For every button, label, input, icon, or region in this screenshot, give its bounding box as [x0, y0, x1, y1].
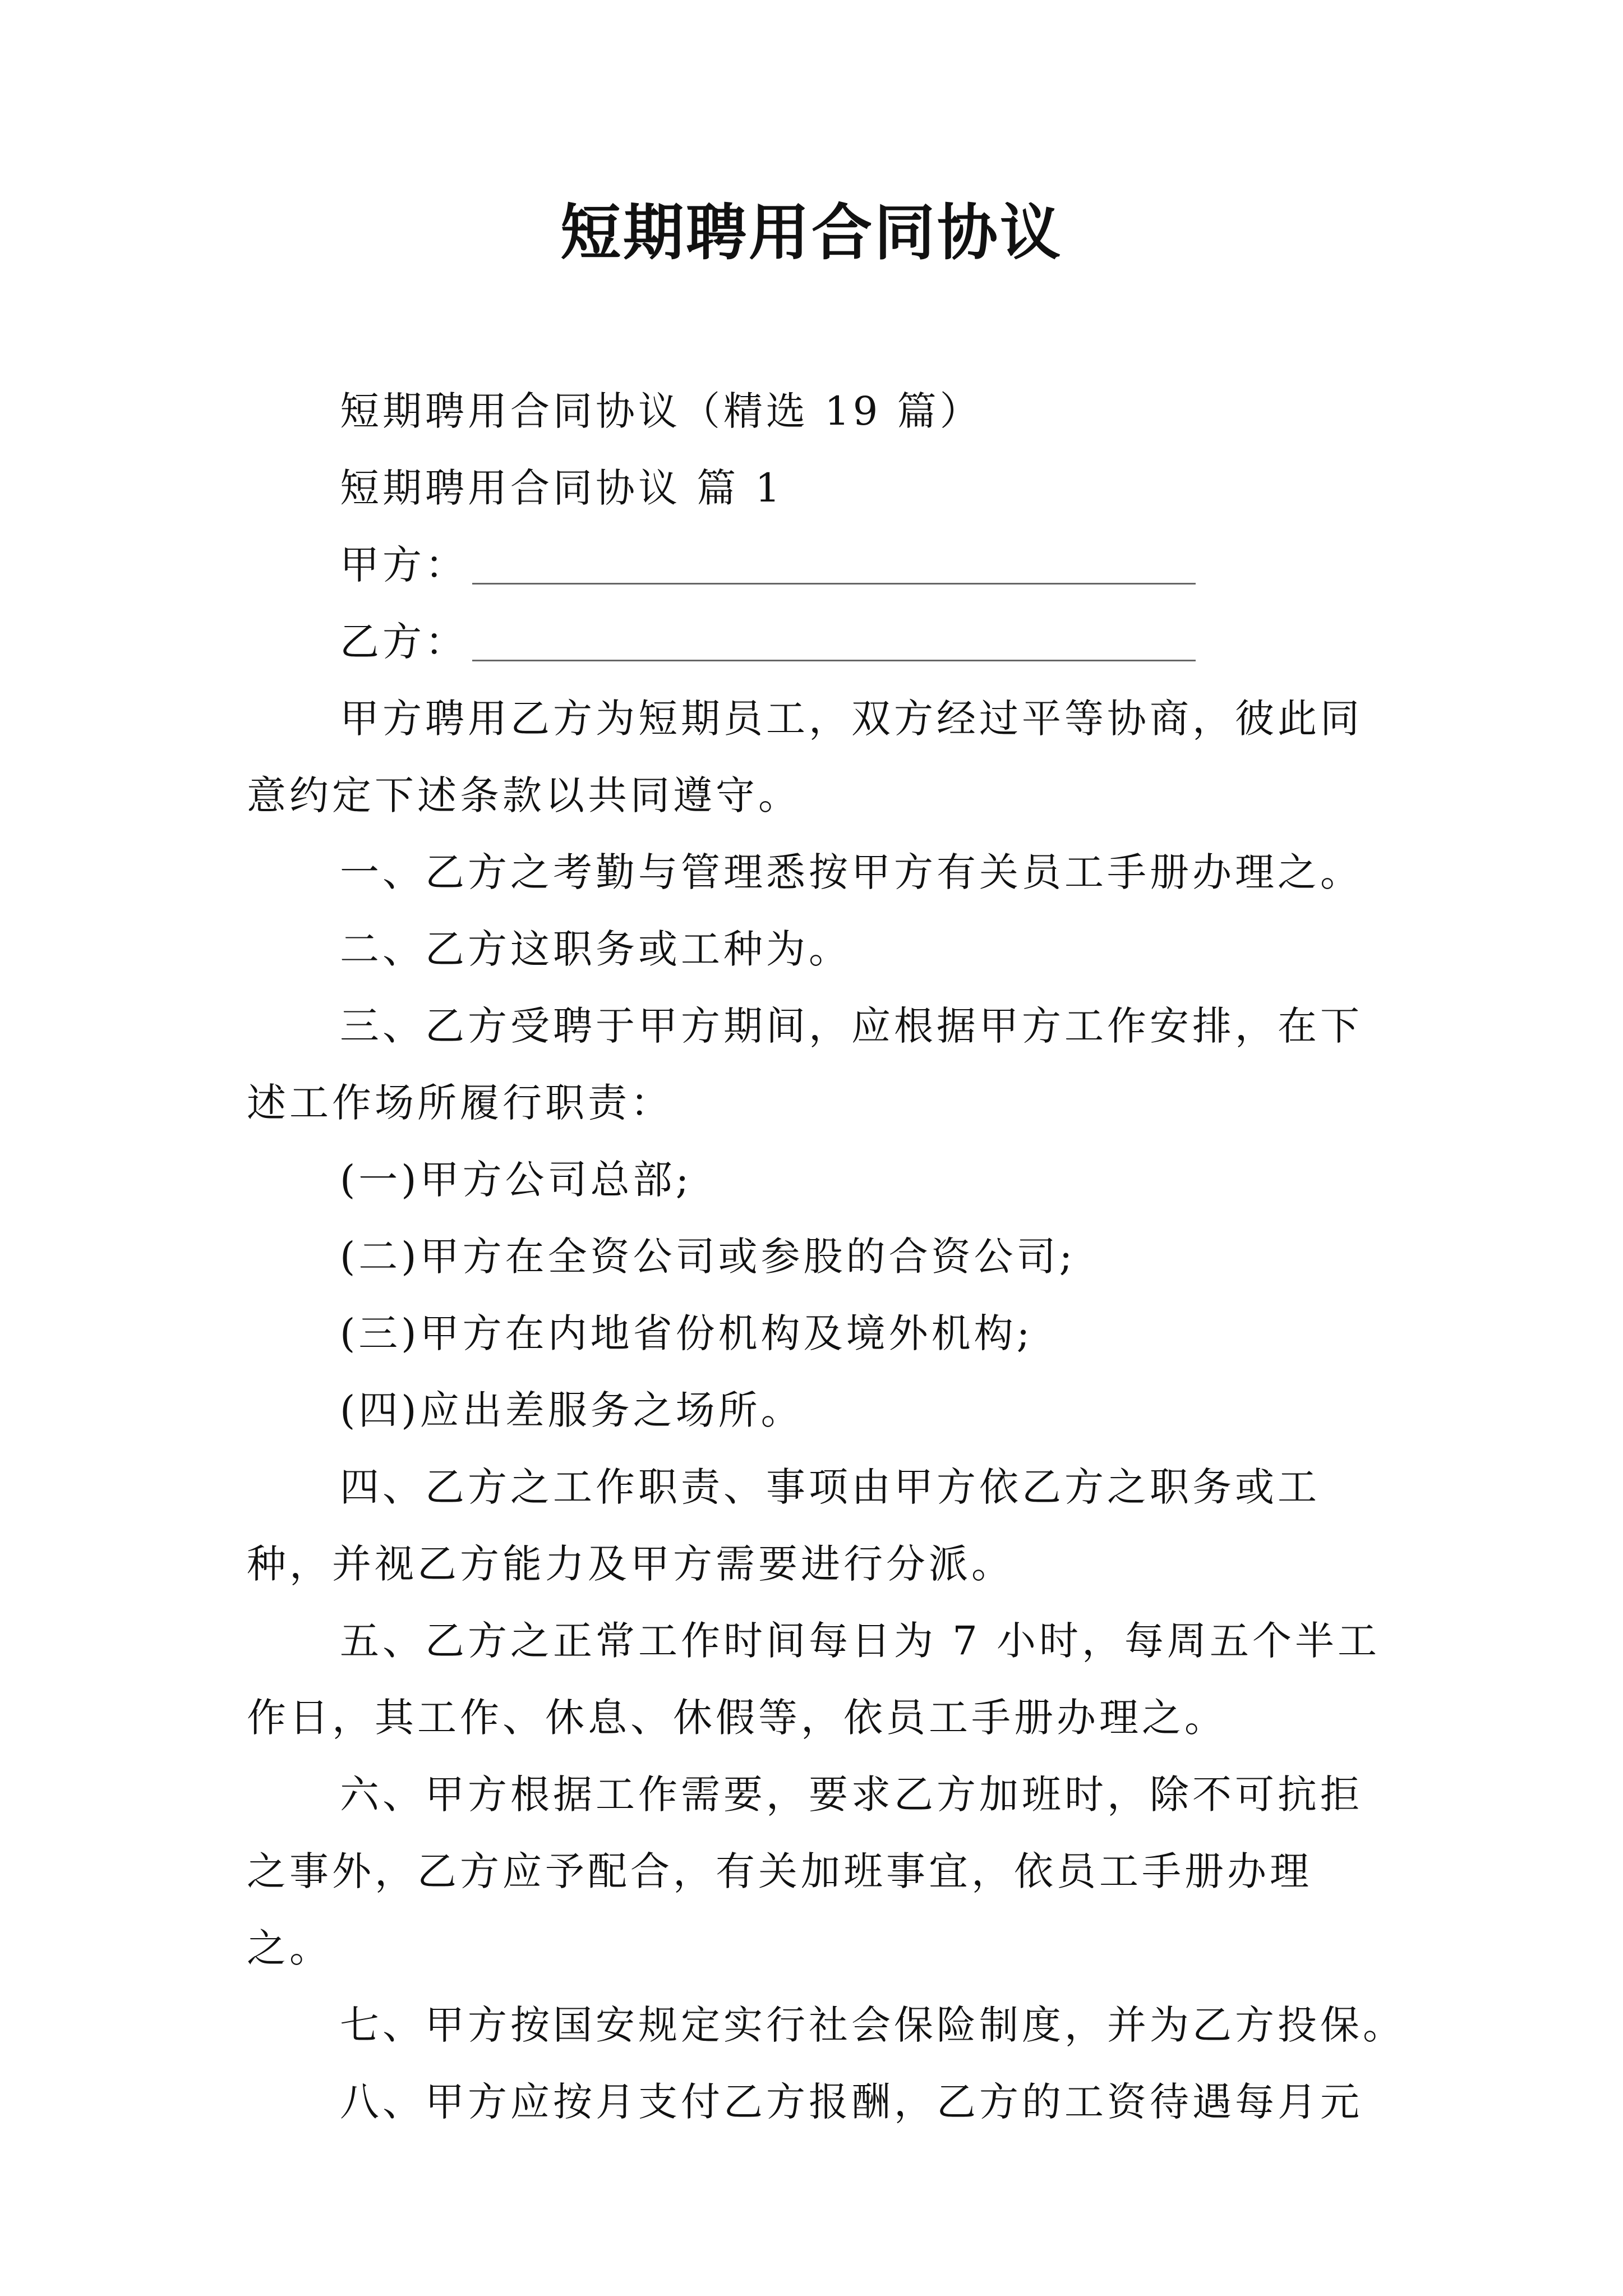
- party-b-label: 乙方：: [340, 619, 468, 665]
- document-subtitle: 短期聘用合同协议（精选 19 篇）: [340, 388, 983, 434]
- paragraph-clause-3-item-4: (四)应出差服务之场所。: [340, 1387, 804, 1433]
- party-a-label: 甲方：: [340, 542, 468, 588]
- paragraph-clause-7: 七、甲方按国安规定实行社会保险制度，并为乙方投保。: [340, 2002, 1405, 2048]
- paragraph-intro: 甲方聘用乙方为短期员工，双方经过平等协商，彼此同意约定下述条款以共同遵守。: [247, 696, 1363, 818]
- party-a-blank-line: [472, 583, 1196, 585]
- paragraph-clause-2: 二、乙方这职务或工种为。: [340, 926, 851, 972]
- party-b-blank-line: [472, 660, 1196, 661]
- paragraph-clause-5: 五、乙方之正常工作时间每日为 7 小时，每周五个半工作日，其工作、休息、休假等，依员工手册办理之。: [247, 1618, 1381, 1741]
- section-heading: 短期聘用合同协议 篇 1: [340, 465, 784, 511]
- document-body: [247, 373, 1405, 2141]
- paragraph-clause-1: 一、乙方之考勤与管理悉按甲方有关员工手册办理之。: [340, 849, 1363, 895]
- paragraph-clause-3-item-2: (二)甲方在全资公司或参股的合资公司;: [340, 1234, 1076, 1280]
- paragraph-clause-8: 八、甲方应按月支付乙方报酬，乙方的工资待遇每月元: [340, 2079, 1363, 2125]
- paragraph-clause-3-item-1: (一)甲方公司总部;: [340, 1157, 693, 1203]
- paragraph-clause-3-item-3: (三)甲方在内地省份机构及境外机构;: [340, 1310, 1034, 1356]
- party-a-line: [247, 527, 1391, 604]
- paragraph-clause-4: 四、乙方之工作职责、事项由甲方依乙方之职务或工种，并视乙方能力及甲方需要进行分派。: [247, 1464, 1320, 1587]
- document-title: 短期聘用合同协议: [560, 197, 1063, 268]
- paragraph-clause-6: 六、甲方根据工作需要，要求乙方加班时，除不可抗拒之事外，乙方应予配合，有关加班事宜，依员工手册办理之。: [247, 1772, 1363, 1971]
- paragraph-clause-3: 三、乙方受聘于甲方期间，应根据甲方工作安排，在下述工作场所履行职责：: [247, 1003, 1363, 1126]
- party-b-line: [247, 604, 1391, 680]
